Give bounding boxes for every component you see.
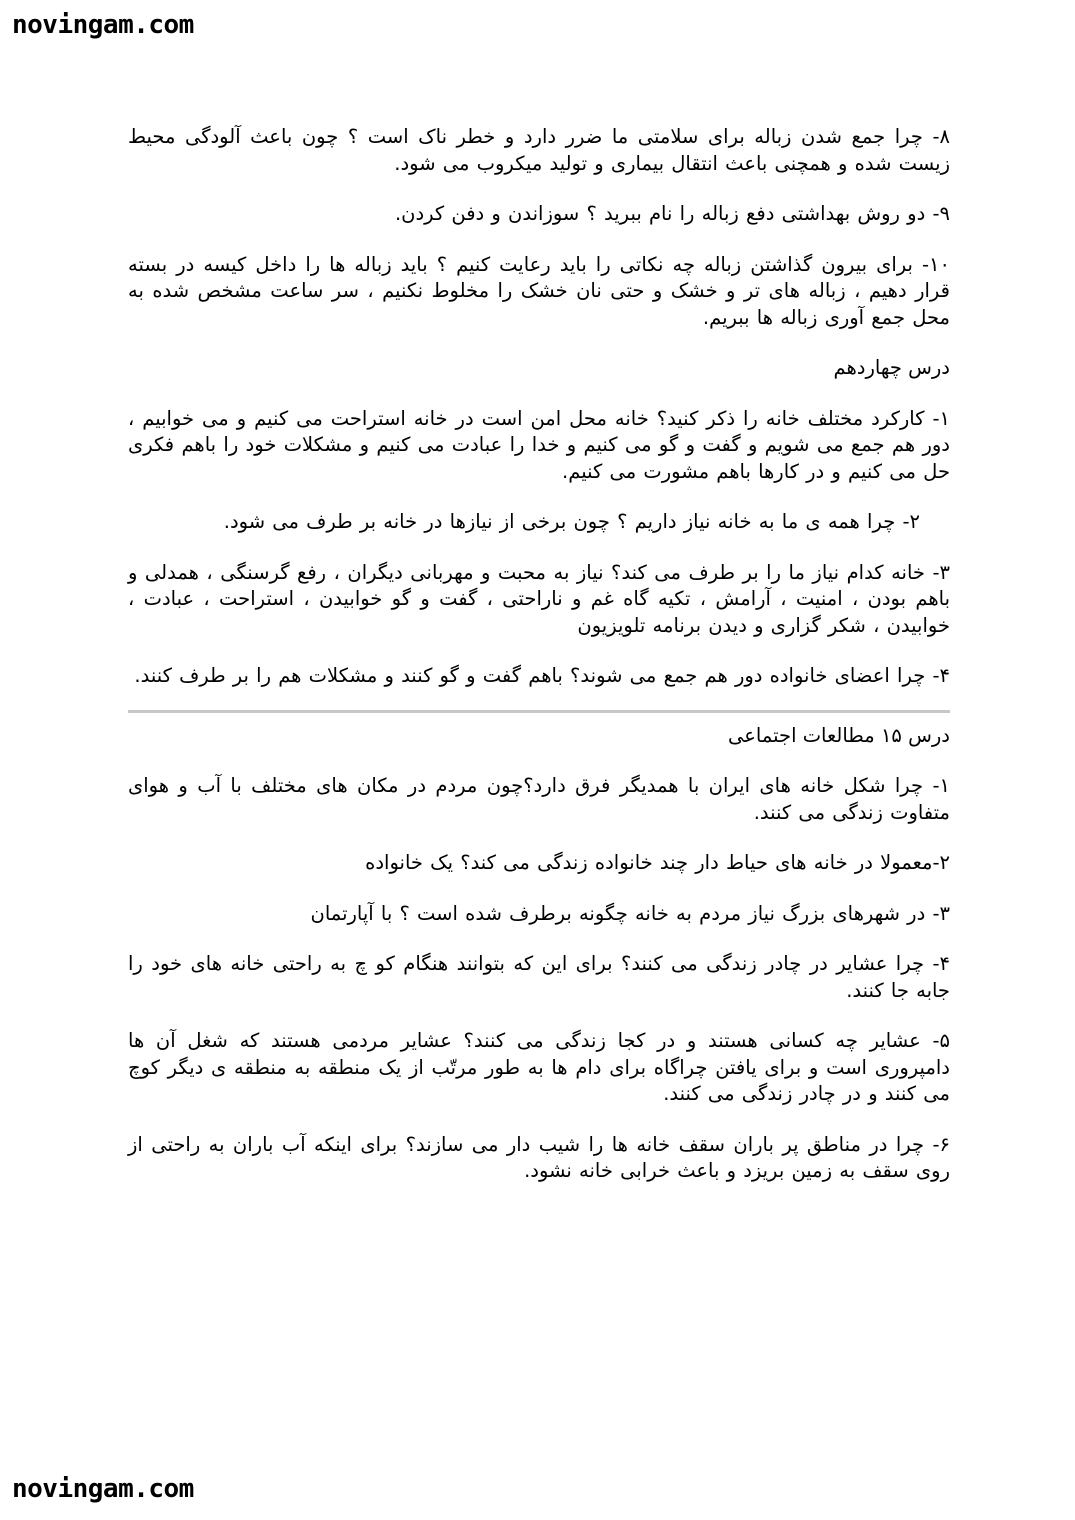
- watermark-bottom: novingam.com: [12, 1474, 194, 1504]
- lesson-15-question-5: ۵- عشایر چه کسانی هستند و در کجا زندگی می کنند؟ عشایر مردمی هستند که شغل آن ها دامپروری است و برای یافتن چراگاه برای دام ها به طور مرتّب از یک منطقه به منطقه ی دیگر کوچ می کنند و در چادر زندگی می کنند.: [128, 1029, 950, 1105]
- document-body: [128, 124, 950, 1209]
- lesson-14-question-2: ۲- چرا همه ی ما به خانه نیاز داریم ؟ چون برخی از نیازها در خانه بر طرف می شود.: [223, 510, 920, 533]
- lesson-14-title: درس چهاردهم: [833, 356, 950, 379]
- watermark-top: novingam.com: [12, 10, 194, 40]
- lesson-15-question-3: ۳- در شهرهای بزرگ نیاز مردم به خانه چگونه برطرف شده است ؟ با آپارتمان: [310, 901, 950, 925]
- lesson-15-question-6: ۶- چرا در مناطق پر باران سقف خانه ها را شیب دار می سازند؟ برای اینکه آب باران به راحتی از روی سقف به زمین بریزد و باعث خرابی خانه نشود.: [128, 1132, 950, 1182]
- lesson-15-question-4: ۴- چرا عشایر در چادر زندگی می کنند؟ برای این که بتوانند هنگام کو چ به راحتی خانه های خود را جابه جا کنند.: [128, 952, 950, 1002]
- question-8: ۸- چرا جمع شدن زباله برای سلامتی ما ضرر دارد و خطر ناک است ؟ چون باعث آلودگی محیط زیست شده و همچنی باعث انتقال بیماری و تولید میکروب می شود.: [128, 125, 950, 175]
- question-10: ۱۰- برای بیرون گذاشتن زباله چه نکاتی را باید رعایت کنیم ؟ باید زباله ها را داخل کیسه در بسته قرار دهیم ، زباله های تر و خشک و حتی نان خشک را مخلوط نکنیم ، سر ساعت مشخص شده به محل جمع آوری زباله ها ببریم.: [128, 252, 950, 329]
- lesson-14-question-4: ۴- چرا اعضای خانواده دور هم جمع می شوند؟ باهم گفت و گو کنند و مشکلات هم را بر طرف کنند.: [134, 664, 950, 687]
- question-9: ۹- دو روش بهداشتی دفع زباله را نام ببرید ؟ سوزاندن و دفن کردن.: [394, 202, 950, 225]
- lesson-15-question-2: ۲-معمولا در خانه های حیاط دار چند خانواده زندگی می کند؟ یک خانواده: [365, 851, 950, 874]
- lesson-15-title: درس ۱۵ مطالعات اجتماعی: [728, 723, 950, 747]
- lesson-15-question-1: ۱- چرا شکل خانه های ایران با همدیگر فرق دارد؟چون مردم در مکان های مختلف با آب و هوای متفاوت زندگی می کنند.: [128, 774, 950, 824]
- lesson-14-question-1: ۱- کارکرد مختلف خانه را ذکر کنید؟ خانه محل امن است در خانه استراحت می کنیم و می خوابیم ، دور هم جمع می شویم و گفت و گو می کنیم و خدا را عبادت می کنیم و مشکلات خود را باهم فکری حل می کنیم و در کارها باهم مشورت می کنیم.: [128, 406, 950, 483]
- section-divider: [128, 710, 950, 713]
- lesson-14-question-3: ۳- خانه کدام نیاز ما را بر طرف می کند؟ نیاز به محبت و مهربانی دیگران ، رفع گرسنگی ، همدلی و باهم بودن ، امنیت ، آرامش ، تکیه گاه غم و ناراحتی ، گفت و گو خوابیدن ، استراحت ، عبادت ، خوابیدن ، شکر گزاری و دیدن برنامه تلویزیون: [128, 560, 950, 637]
